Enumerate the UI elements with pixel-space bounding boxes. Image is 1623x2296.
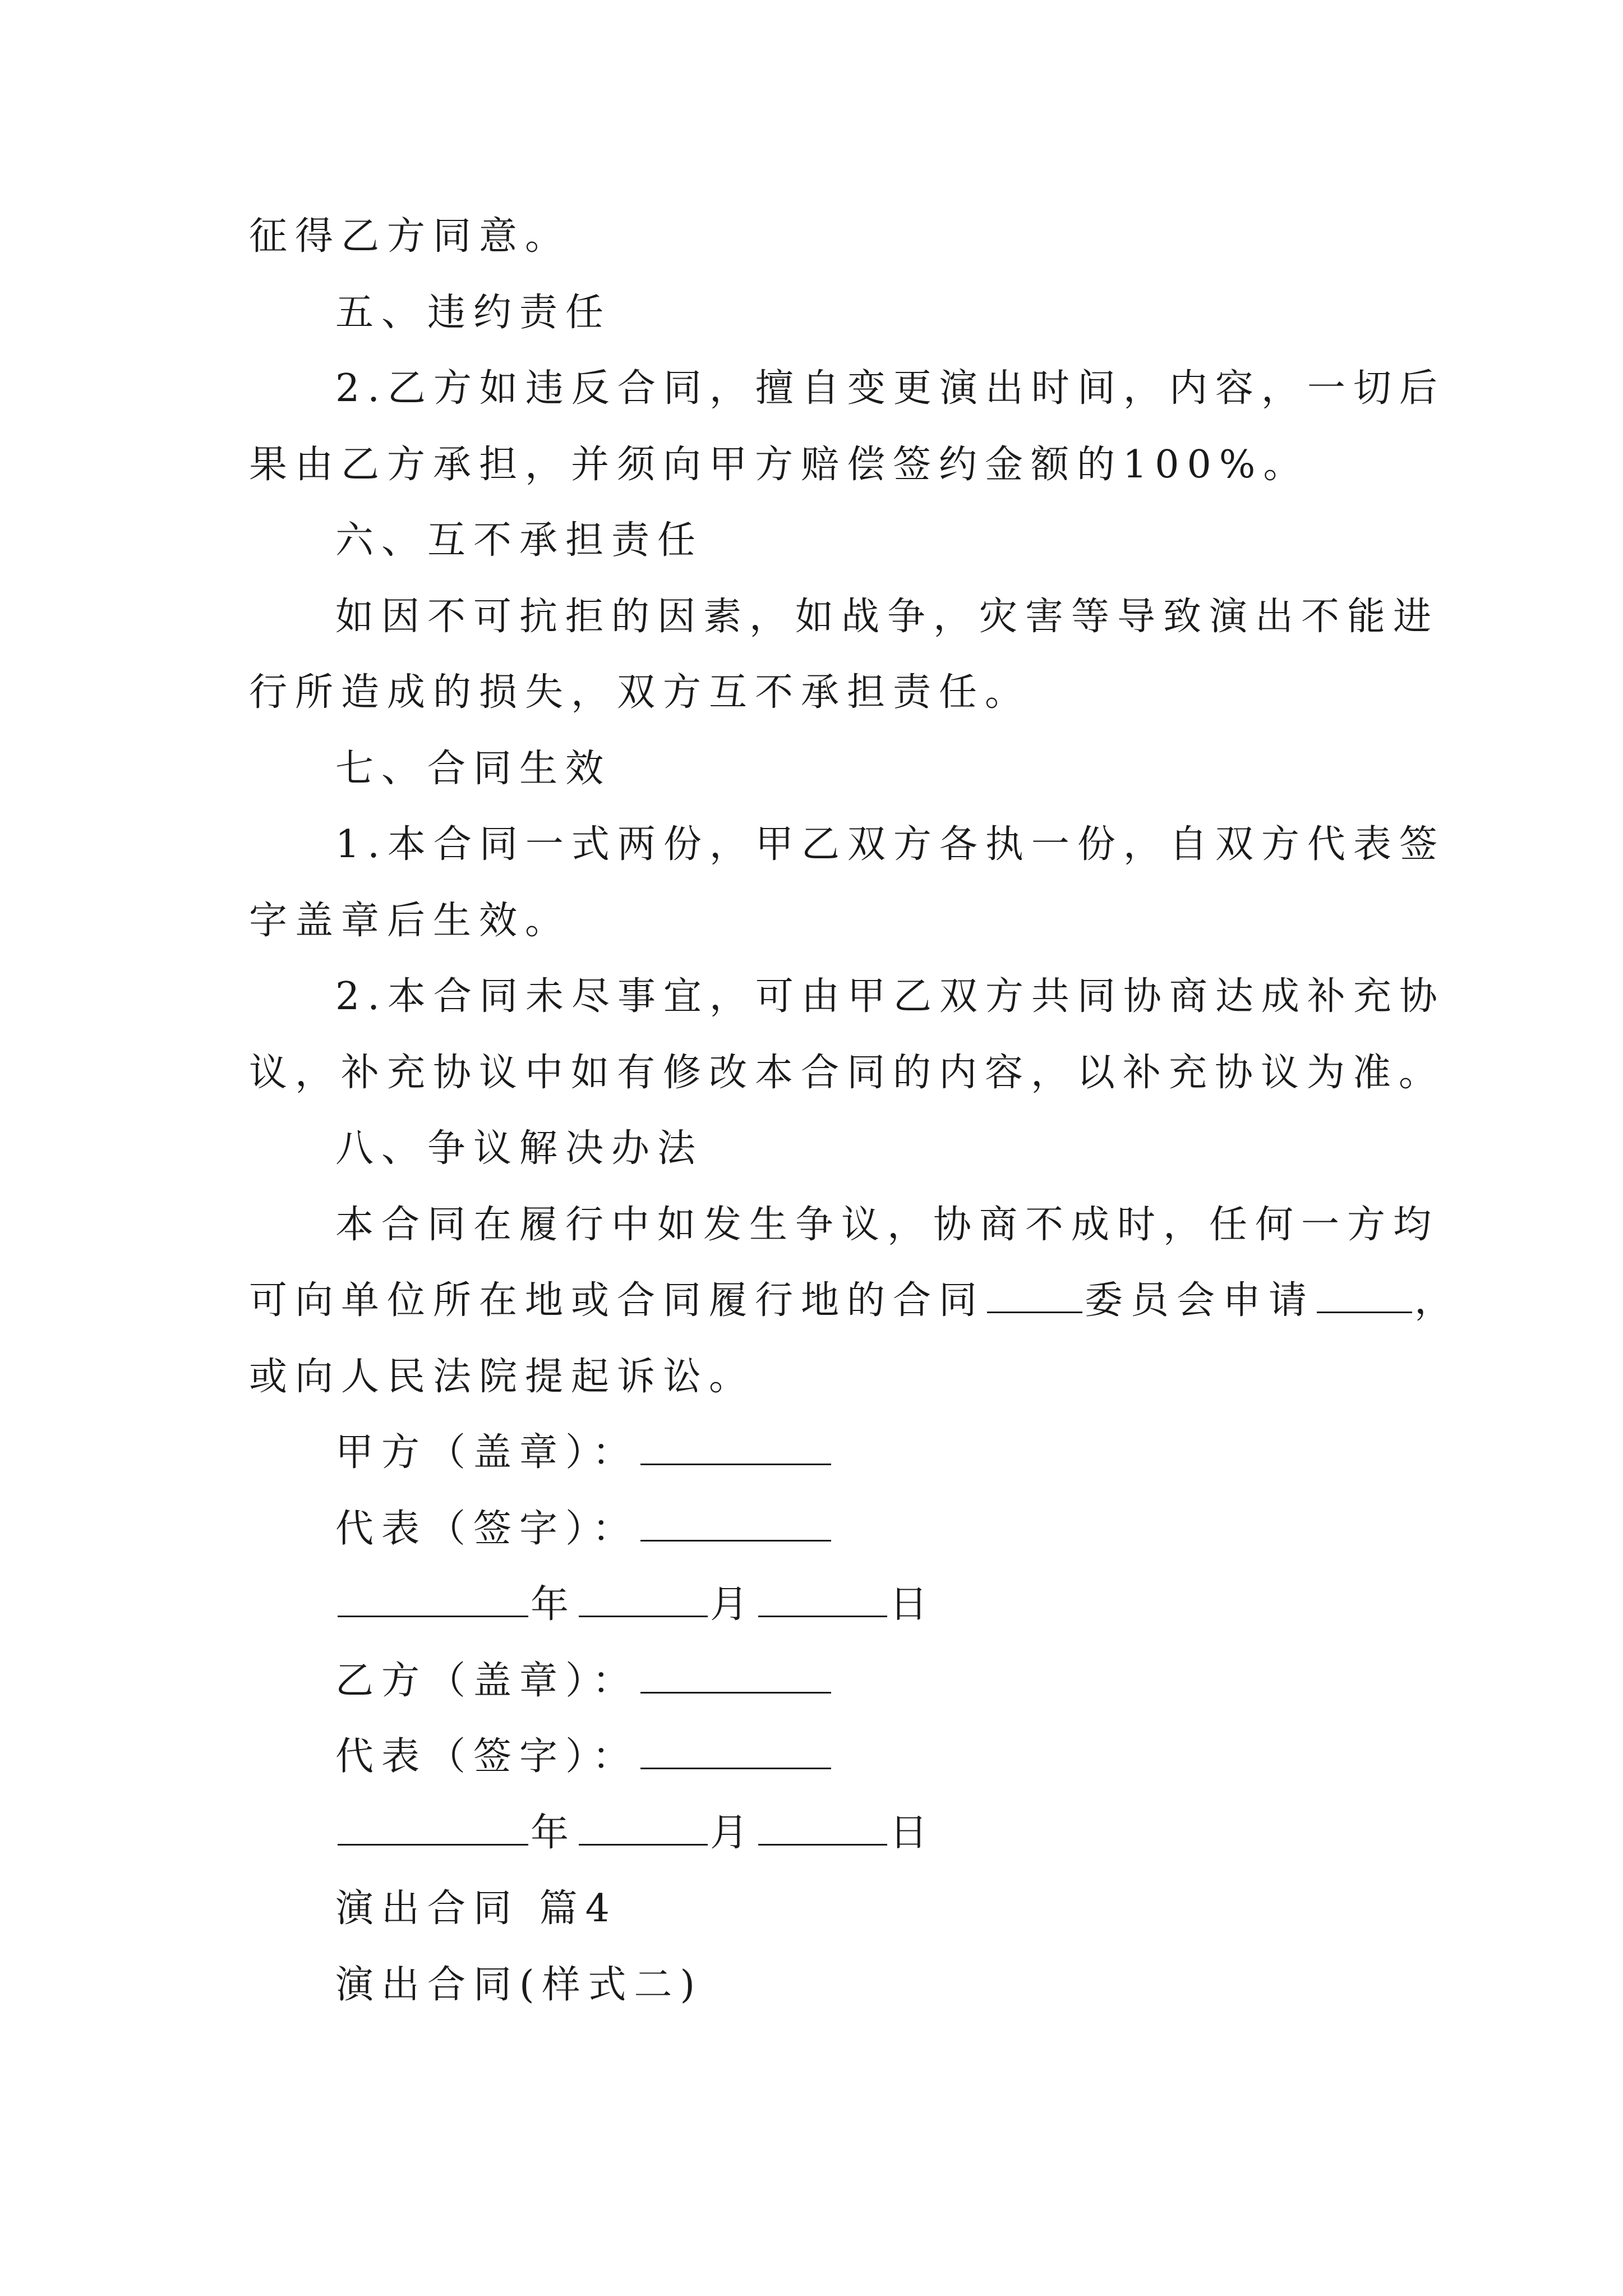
party-a-rep-field[interactable] xyxy=(640,1507,831,1542)
party-b-date-line xyxy=(0,1811,1623,1856)
year-label: 年 xyxy=(531,1582,577,1627)
section-heading-liability: 六、互不承担责任 xyxy=(335,518,704,563)
party-b-seal-field[interactable] xyxy=(640,1659,831,1694)
section-heading-effect: 七、合同生效 xyxy=(335,747,612,791)
section-heading-dispute: 八、争议解决办法 xyxy=(335,1126,704,1171)
blank-field[interactable] xyxy=(987,1279,1082,1313)
month-label: 月 xyxy=(710,1811,757,1855)
text-line: 果由乙方承担，并须向甲方赔偿签约金额的100%。 xyxy=(249,443,1310,487)
party-a-date-line xyxy=(0,1582,1623,1627)
day-label: 日 xyxy=(889,1582,936,1627)
text-line: 本合同在履行中如发生争议，协商不成时，任何一方均 xyxy=(335,1203,1440,1247)
day-label: 日 xyxy=(889,1811,936,1855)
section-heading-breach: 五、违约责任 xyxy=(335,291,612,335)
arbitration-line xyxy=(0,1278,1623,1323)
text-line: 2.乙方如违反合同，擅自变更演出时间，内容，一切后 xyxy=(335,366,1445,411)
blank-field[interactable] xyxy=(1317,1279,1412,1313)
text-line: 议，补充协议中如有修改本合同的内容，以补充协议为准。 xyxy=(249,1051,1445,1095)
text-line: 或向人民法院提起诉讼。 xyxy=(249,1355,755,1399)
arbitration-text-3: ， xyxy=(1414,1278,1461,1323)
party-a-seal-field[interactable] xyxy=(640,1431,831,1465)
party-b-rep-label: 代表（签字）： xyxy=(335,1734,639,1779)
party-a-seal-line xyxy=(0,1430,1623,1475)
text-line: 行所造成的损失，双方互不承担责任。 xyxy=(249,670,1031,715)
month-field[interactable] xyxy=(579,1811,708,1846)
arbitration-text-2: 委员会申请 xyxy=(1085,1278,1315,1323)
month-field[interactable] xyxy=(579,1583,708,1617)
party-b-seal-label: 乙方（盖章）： xyxy=(335,1659,639,1703)
text-line: 如因不可抗拒的因素，如战争，灾害等导致演出不能进 xyxy=(335,595,1440,639)
party-a-rep-label: 代表（签字）： xyxy=(335,1507,639,1551)
arbitration-text-1: 可向单位所在地或合同履行地的合同 xyxy=(249,1278,985,1323)
text-line: 1.本合同一式两份，甲乙双方各执一份，自双方代表签 xyxy=(335,822,1445,867)
day-field[interactable] xyxy=(758,1811,887,1846)
party-a-seal-label: 甲方（盖章）： xyxy=(335,1430,639,1475)
day-field[interactable] xyxy=(758,1583,887,1617)
text-line: 字盖章后生效。 xyxy=(249,899,571,943)
month-label: 月 xyxy=(710,1582,757,1627)
party-b-rep-field[interactable] xyxy=(640,1735,831,1769)
party-a-rep-line xyxy=(0,1507,1623,1552)
year-label: 年 xyxy=(531,1811,577,1855)
party-b-rep-line xyxy=(0,1734,1623,1779)
year-field[interactable] xyxy=(338,1811,528,1846)
text-line: 征得乙方同意。 xyxy=(249,214,571,259)
text-line: 2.本合同未尽事宜，可由甲乙双方共同协商达成补充协 xyxy=(335,974,1445,1019)
sample-title: 演出合同(样式二) xyxy=(335,1963,703,2007)
party-b-seal-line xyxy=(0,1659,1623,1704)
year-field[interactable] xyxy=(338,1583,528,1617)
section-title: 演出合同 篇4 xyxy=(335,1887,617,1931)
